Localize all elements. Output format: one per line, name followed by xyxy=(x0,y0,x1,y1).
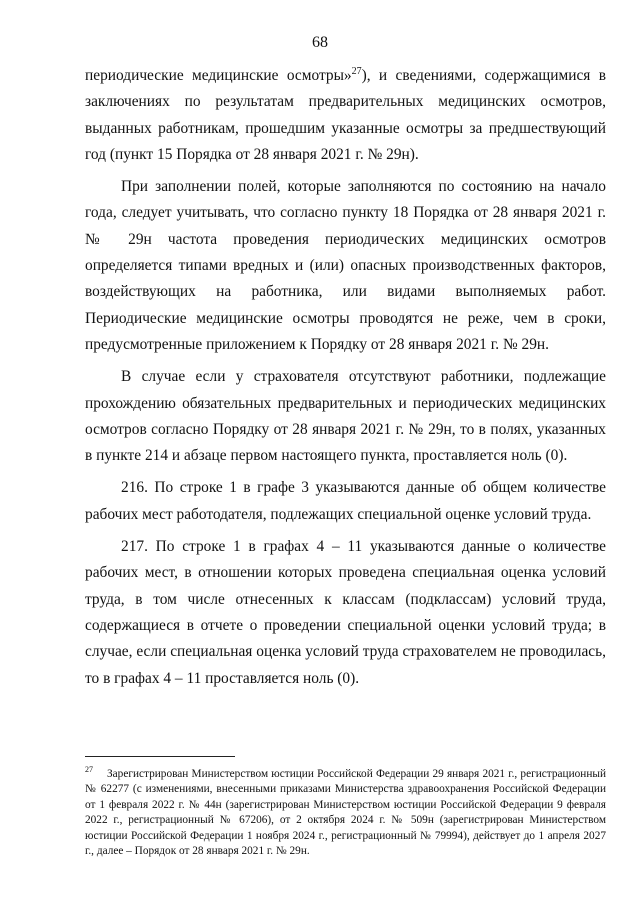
footnote-separator xyxy=(85,756,235,757)
paragraph-3: В случае если у страхователя отсутствуют работники, подлежащие прохождению обязательных предварительных и периодических медицинских осмотров согласно Порядку от 28 января 2021 г. № 29н, то в полях, указанных в пункте 214 и абзаце первом настоящего пункта, проставляется ноль (0). xyxy=(85,368,606,465)
footnote xyxy=(85,762,606,860)
paragraph-1-end: ), и сведениями, содержащимися в заключениях по результатам предварительных медицинских осмотров, выданных работникам, прошедшим указанные осмотры за предшествующий год (пункт 15 Порядка от 28 января 2021 г. № 29н). xyxy=(85,67,606,163)
paragraph-217: 217. По строке 1 в графах 4 – 11 указываются данные о количестве рабочих мест, в отношении которых проведена специальная оценка условий труда, в том числе отнесенных к классам (подклассам) условий труда, содержащиеся в отчете о проведении специальной оценки условий труда; в случае, если специальная оценка условий труда страхователем не проводилась, то в графах 4 – 11 проставляется ноль (0). xyxy=(85,538,606,687)
paragraph-2: При заполнении полей, которые заполняются по состоянию на начало года, следует учитывать, что согласно пункту 18 Порядка от 28 января 2021 г. № 29н частота проведения периодических медицинских осмотров определяется типами вредных и (или) опасных производственных факторов, воздействующих на работника, или видами выполняемых работ. Периодические медицинские осмотры проводятся не реже, чем в сроки, предусмотренные приложением к Порядку от 28 января 2021 г. № 29н. xyxy=(85,178,606,353)
body-text xyxy=(85,63,606,698)
paragraph-1 xyxy=(85,63,606,168)
footnote-number: 27 xyxy=(85,765,93,774)
footnote-reference: 27 xyxy=(351,65,362,77)
page-number: 68 xyxy=(312,34,328,51)
footnote-text: Зарегистрирован Министерством юстиции Российской Федерации 29 января 2021 г., регистрационный № 62277 (с изменениями, внесенными приказами Министерства здравоохранения Российской Федерации от 1 февраля 2022 г. № 44н (зарегистрирован Министерством юстиции Российской Федерации 9 февраля 2022 г., регистрационный № 67206), от 2 октября 2024 г. № 509н (зарегистрирован Министерством юстиции Российской Федерации 1 ноября 2024 г., регистрационный № 79994), действует до 1 апреля 2027 г., далее – Порядок от 28 января 2021 г. № 29н. xyxy=(85,767,606,858)
paragraph-1-start: периодические медицинские осмотры» xyxy=(85,67,352,84)
paragraph-216: 216. По строке 1 в графе 3 указываются данные об общем количестве рабочих мест работодателя, подлежащих специальной оценке условий труда. xyxy=(85,479,606,523)
